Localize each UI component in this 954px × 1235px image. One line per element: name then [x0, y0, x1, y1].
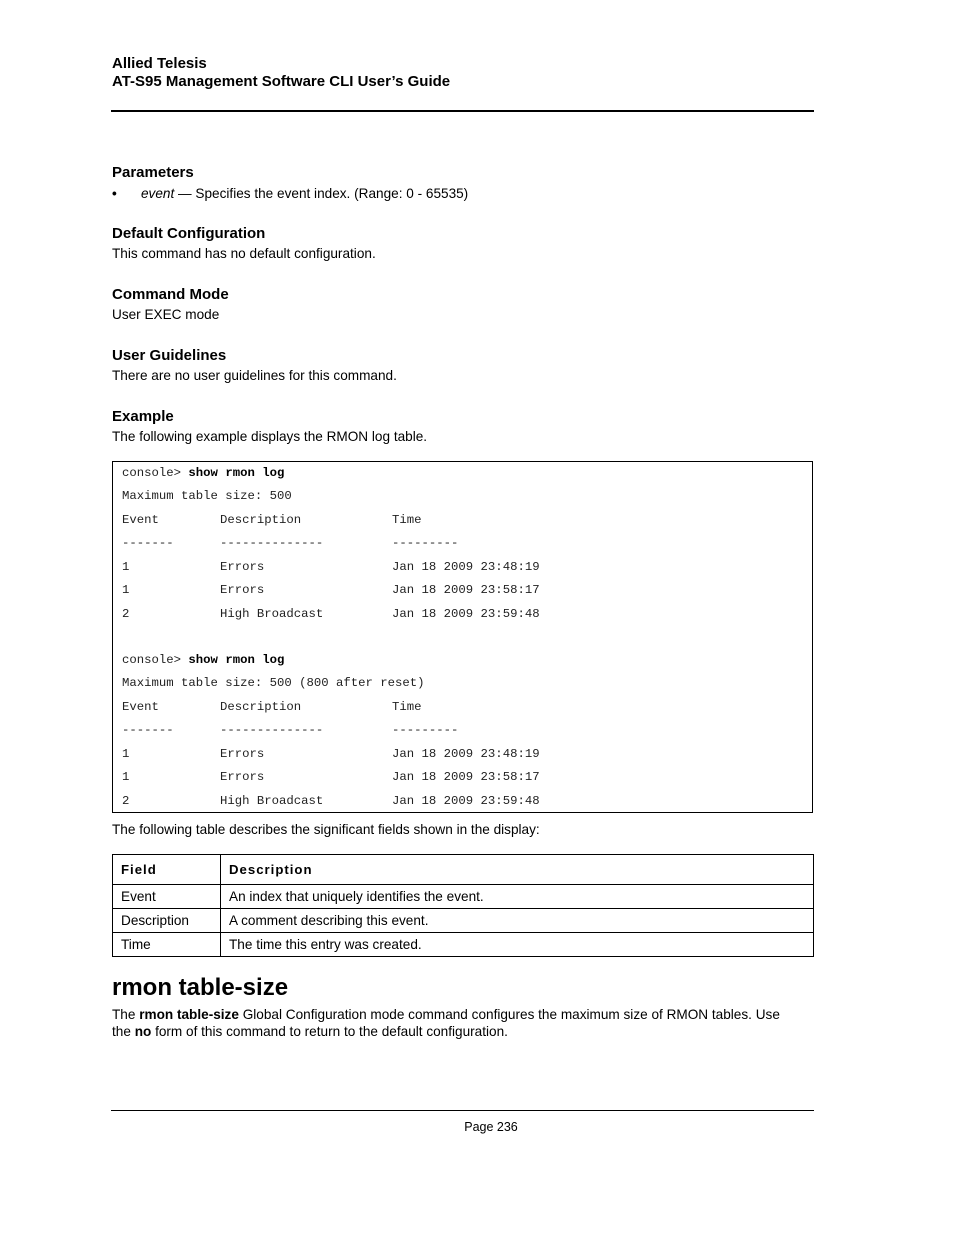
- code-col-time: Time: [392, 513, 422, 527]
- code-cell-event: 1: [122, 747, 130, 761]
- code-example-box: [112, 461, 813, 813]
- code-col-event: Event: [122, 700, 159, 714]
- text-run: the: [112, 1024, 135, 1039]
- code-cell-event: 2: [122, 794, 130, 808]
- text-run: Global Configuration mode command configures the maximum size of RMON tables. Use: [238, 1007, 780, 1022]
- param-name: event: [141, 186, 175, 201]
- table-row: [113, 909, 814, 933]
- code-cell-description: Errors: [220, 583, 265, 597]
- code-col-description: Description: [220, 700, 302, 714]
- table-header-field: Field: [113, 855, 221, 885]
- code-command: show rmon log: [188, 653, 285, 667]
- footer-rule: [111, 1110, 814, 1111]
- code-cell-time: Jan 18 2009 23:59:48: [392, 607, 540, 621]
- code-cell-event: 1: [122, 583, 130, 597]
- default-config-text: This command has no default configuration.: [112, 246, 376, 261]
- parameter-item: [112, 185, 468, 202]
- section-title: rmon table-size: [112, 974, 289, 1001]
- command-mode-heading: Command Mode: [112, 286, 229, 303]
- code-col-event: Event: [122, 513, 159, 527]
- code-sep-description: --------------: [220, 536, 324, 550]
- table-cell-description: An index that uniquely identifies the event.: [221, 885, 814, 909]
- table-cell-field: Description: [113, 909, 221, 933]
- code-cell-event: 1: [122, 560, 130, 574]
- page-number: Page 236: [464, 1120, 518, 1134]
- code-size-line: Maximum table size: 500 (800 after reset): [122, 676, 425, 690]
- code-sep-event: -------: [122, 723, 174, 737]
- user-guidelines-text: There are no user guidelines for this command.: [112, 368, 397, 383]
- fields-intro: The following table describes the significant fields shown in the display:: [112, 822, 540, 837]
- code-cell-description: High Broadcast: [220, 607, 324, 621]
- parameters-heading: Parameters: [112, 164, 194, 181]
- code-cell-description: Errors: [220, 747, 265, 761]
- command-mode-text: User EXEC mode: [112, 307, 220, 322]
- param-desc: — Specifies the event index. (Range: 0 - 65535): [174, 186, 469, 201]
- section-paragraph-line-1: [112, 1006, 780, 1023]
- table-row: [113, 885, 814, 909]
- header-rule: [111, 110, 814, 112]
- code-cell-event: 2: [122, 607, 130, 621]
- default-config-heading: Default Configuration: [112, 225, 266, 242]
- code-prompt-line: [122, 653, 284, 667]
- code-cell-time: Jan 18 2009 23:59:48: [392, 794, 540, 808]
- user-guidelines-heading: User Guidelines: [112, 347, 227, 364]
- code-sep-description: --------------: [220, 723, 324, 737]
- table-cell-description: The time this entry was created.: [221, 933, 814, 957]
- command-name: rmon table-size: [139, 1007, 239, 1022]
- code-cell-event: 1: [122, 770, 130, 784]
- keyword-no: no: [134, 1024, 152, 1039]
- section-paragraph-line-2: [112, 1023, 508, 1040]
- table-header-row: [113, 855, 814, 885]
- text-run: The: [112, 1007, 140, 1022]
- code-prompt: console>: [122, 653, 189, 667]
- code-cell-time: Jan 18 2009 23:48:19: [392, 560, 540, 574]
- code-prompt: console>: [122, 466, 189, 480]
- company-name: Allied Telesis: [112, 55, 207, 72]
- table-header-description: Description: [221, 855, 814, 885]
- fields-table: [112, 854, 814, 957]
- code-cell-description: Errors: [220, 560, 265, 574]
- text-run: form of this command to return to the default configuration.: [151, 1024, 508, 1039]
- example-text: The following example displays the RMON log table.: [112, 429, 428, 444]
- code-cell-time: Jan 18 2009 23:58:17: [392, 583, 540, 597]
- code-cell-time: Jan 18 2009 23:48:19: [392, 747, 540, 761]
- table-cell-description: A comment describing this event.: [221, 909, 814, 933]
- bullet-mark: •: [112, 186, 117, 201]
- code-size-line: Maximum table size: 500: [122, 489, 292, 503]
- code-cell-description: Errors: [220, 770, 265, 784]
- code-col-time: Time: [392, 700, 422, 714]
- table-row: [113, 933, 814, 957]
- code-command: show rmon log: [188, 466, 285, 480]
- code-sep-time: ---------: [392, 723, 459, 737]
- code-sep-event: -------: [122, 536, 174, 550]
- example-heading: Example: [112, 408, 174, 425]
- code-cell-time: Jan 18 2009 23:58:17: [392, 770, 540, 784]
- code-col-description: Description: [220, 513, 302, 527]
- code-sep-time: ---------: [392, 536, 459, 550]
- table-cell-field: Event: [113, 885, 221, 909]
- table-cell-field: Time: [113, 933, 221, 957]
- code-cell-description: High Broadcast: [220, 794, 324, 808]
- guide-title: AT-S95 Management Software CLI User’s Guide: [112, 73, 451, 90]
- code-prompt-line: [122, 466, 284, 480]
